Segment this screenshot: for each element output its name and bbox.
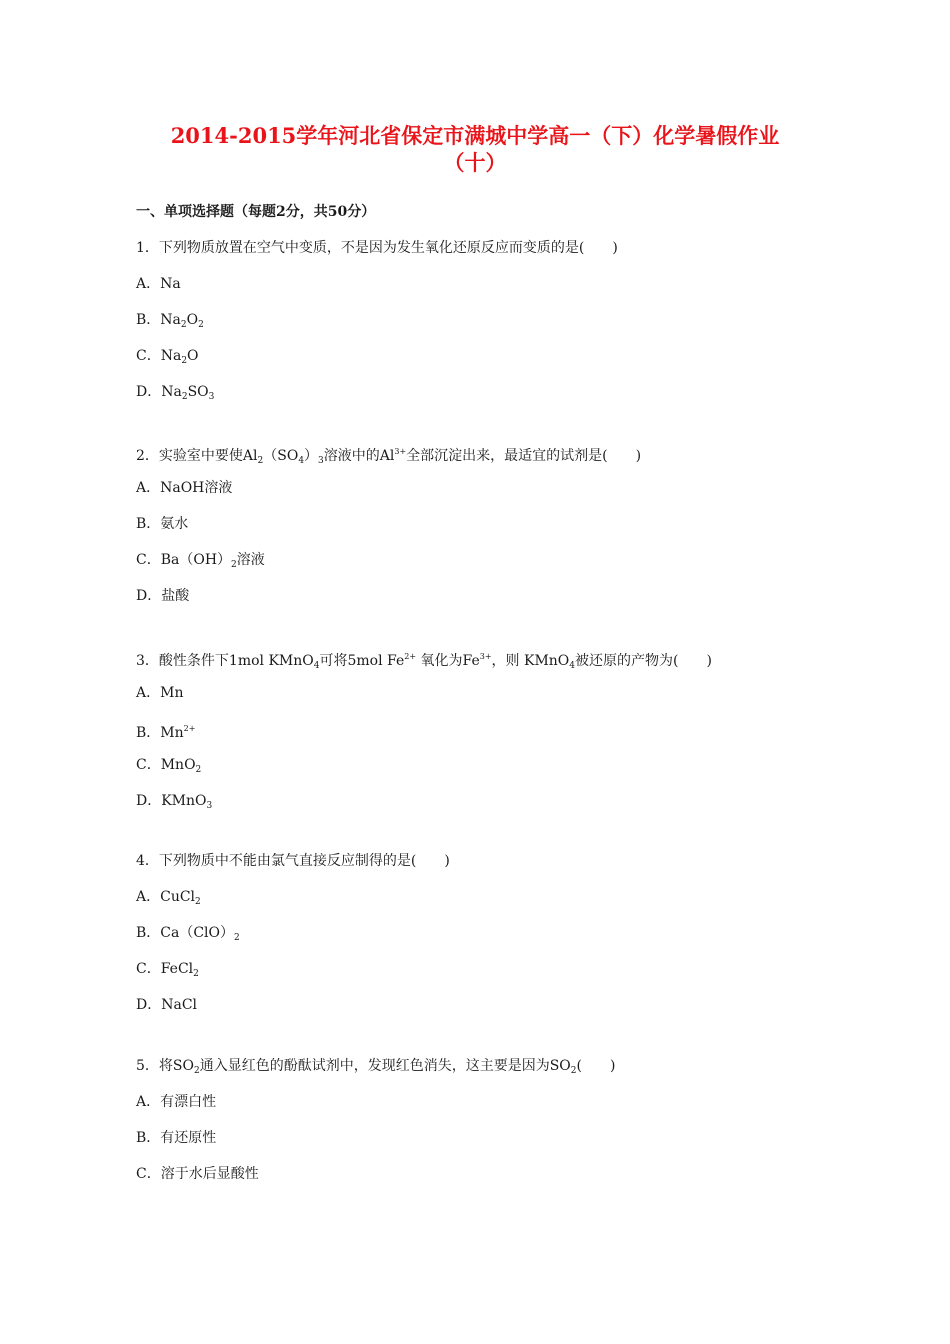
q4-option-a: A．CuCl$_2$ [136,889,201,907]
document-title-line2: （十） [443,150,507,175]
q1-option-a: A．Na [136,276,181,292]
q2-option-c: C．$Ba(OH)_2$溶液 [136,552,265,570]
q3-option-b: B．$Mn^{2+}$ [136,724,196,741]
q3-option-c: C．MnO$_2$ [136,757,202,775]
q5-stem: 5．将$SO_2$通入显红色的酚酞试剂中，发现红色消失，这主要是因为$SO_2$( ) [136,1058,616,1076]
q5-option-b: B．有还原性 [136,1130,217,1146]
section-heading: 一、单项选择题（每题2分，共50分） [136,204,376,220]
q3-stem: 3．酸性条件下1mol KMnO$_4$可将5mol $Fe^{2+}$ 氧化为$Fe^{3+}$，则 KMnO$_4$被还原的产物为( ) [136,652,712,671]
q2-option-d: D．盐酸 [136,588,190,604]
q2-option-b: B．氨水 [136,516,189,532]
q4-option-c: C．FeCl$_2$ [136,961,199,979]
q5-option-a: A．有漂白性 [136,1094,217,1110]
q4-option-d: D．NaCl [136,997,198,1013]
q1-option-c: C．$Na_2O$ [136,348,199,366]
q1-stem: 1．下列物质放置在空气中变质，不是因为发生氧化还原反应而变质的是( ) [136,240,618,256]
q1-option-b: B．$Na_2O_2$ [136,312,204,330]
q3-option-a: A．Mn [136,685,184,701]
q1-option-d: D．$Na_2SO_3$ [136,384,215,402]
q4-option-b: B．$Ca(ClO)_2$ [136,925,240,943]
q2-stem: 2．实验室中要使$Al_2(SO_4)_3$溶液中的$Al^{3+}$全部沉淀出来，最适宜的试剂是( ) [136,447,642,466]
q5-option-c: C．溶于水后显酸性 [136,1166,259,1182]
q2-option-a: A．NaOH溶液 [136,480,233,496]
q4-stem: 4．下列物质中不能由氯气直接反应制得的是( ) [136,853,450,869]
document-title-line1: 2014-2015学年河北省保定市满城中学高一（下）化学暑假作业 [170,123,780,148]
q3-option-d: D．KMnO$_3$ [136,793,213,811]
